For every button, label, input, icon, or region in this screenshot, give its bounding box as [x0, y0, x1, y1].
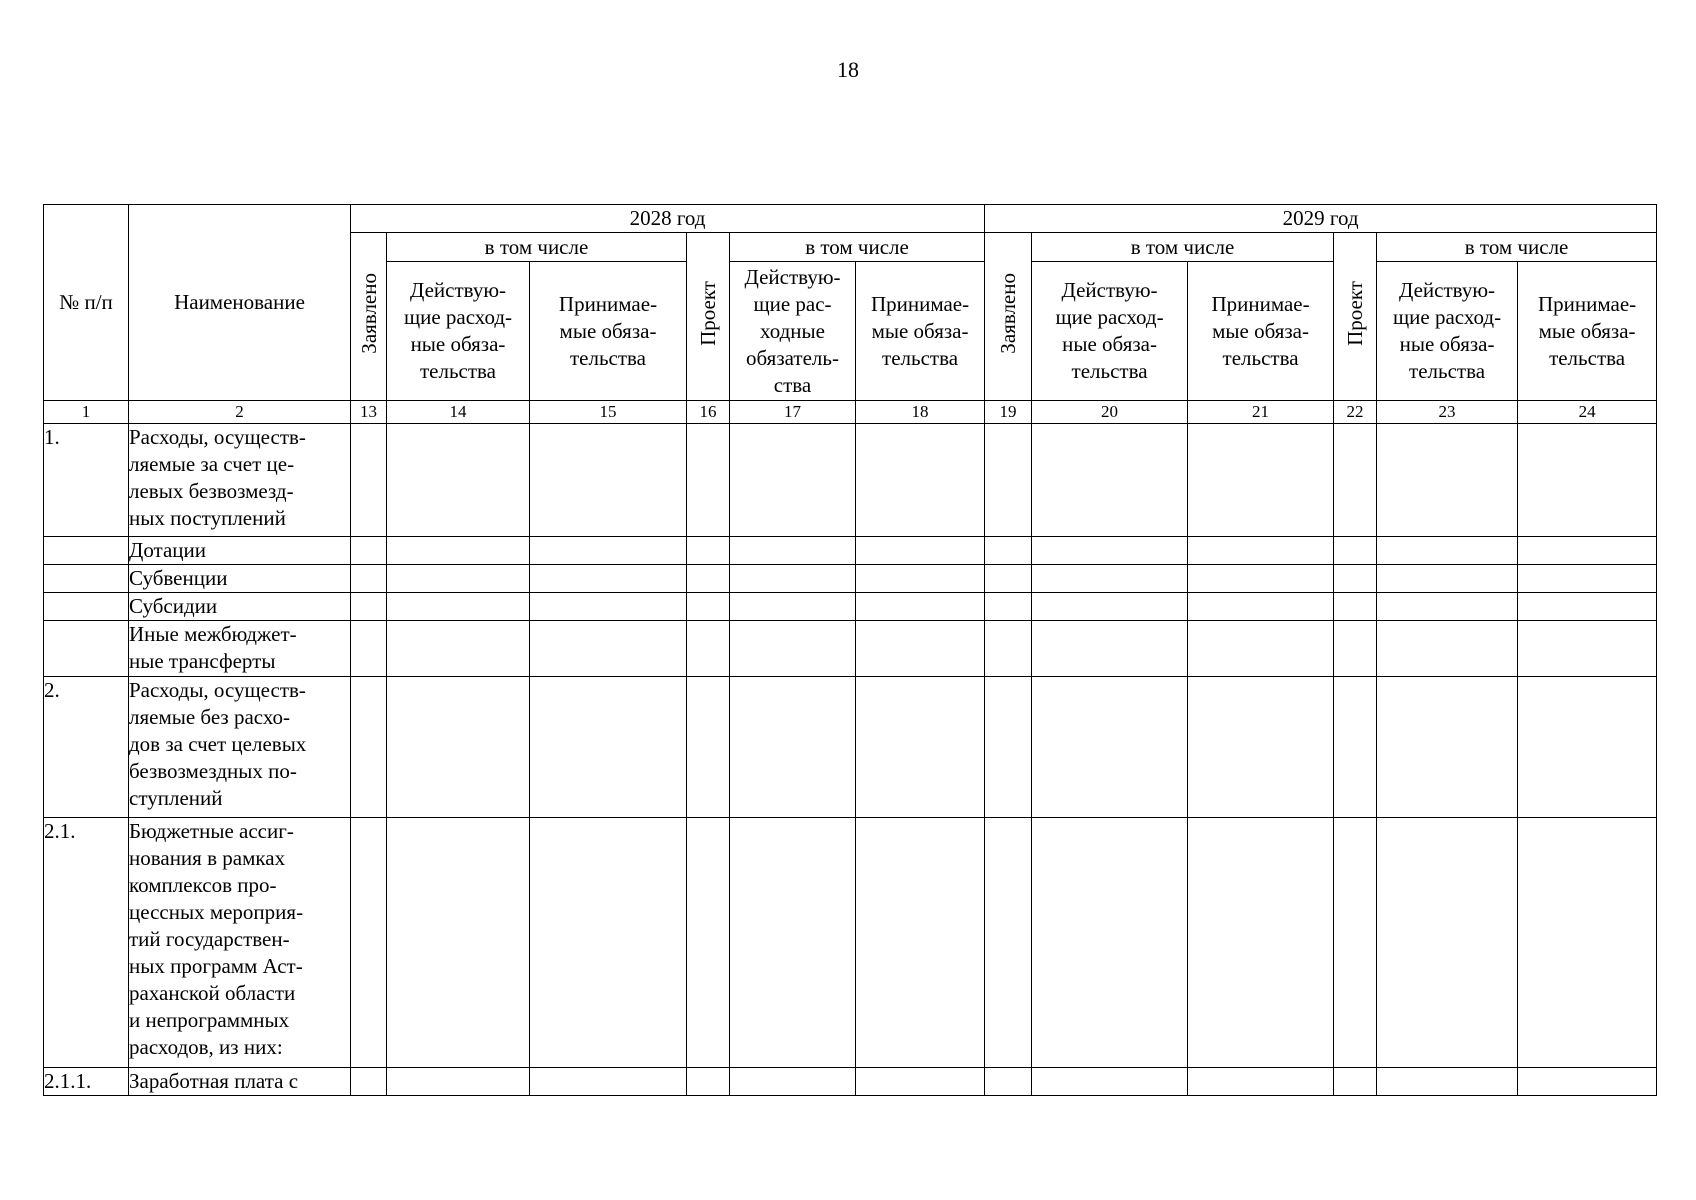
value-cell [856, 818, 985, 1068]
value-cell [1188, 1068, 1334, 1096]
value-cell [985, 593, 1032, 621]
table-row [44, 818, 1657, 1068]
header-col-name: Наименование [129, 205, 351, 401]
row-number: 2.1. [44, 818, 129, 1068]
value-cell [687, 1068, 730, 1096]
value-cell [1032, 593, 1188, 621]
value-cell [1032, 818, 1188, 1068]
header-incl-2028-a: в том числе [387, 233, 687, 262]
value-cell [1032, 677, 1188, 818]
header-project-2029: Проект [1334, 233, 1377, 401]
row-name: Субвенции [129, 565, 351, 593]
row-number: 2. [44, 677, 129, 818]
value-cell [856, 424, 985, 537]
value-cell [1518, 565, 1657, 593]
value-cell [351, 1068, 387, 1096]
header-accepted-2028-a: Принимае- мые обяза- тельства [530, 262, 687, 401]
column-number: 1 [44, 401, 129, 424]
value-cell [1518, 593, 1657, 621]
value-cell [730, 621, 856, 677]
column-number: 24 [1518, 401, 1657, 424]
row-number [44, 537, 129, 565]
value-cell [530, 1068, 687, 1096]
value-cell [387, 1068, 530, 1096]
page-number: 18 [837, 57, 859, 82]
value-cell [1377, 424, 1518, 537]
value-cell [1334, 424, 1377, 537]
value-cell [1188, 537, 1334, 565]
value-cell [351, 818, 387, 1068]
value-cell [985, 621, 1032, 677]
value-cell [1377, 1068, 1518, 1096]
value-cell [1334, 593, 1377, 621]
value-cell [730, 565, 856, 593]
value-cell [856, 593, 985, 621]
value-cell [730, 677, 856, 818]
value-cell [1518, 677, 1657, 818]
header-claimed-2029: Заявлено [985, 233, 1032, 401]
value-cell [1377, 677, 1518, 818]
row-name: Расходы, осуществ- ляемые за счет це- левых безвозмезд- ных поступлений [129, 424, 351, 537]
table-row [44, 677, 1657, 818]
value-cell [687, 818, 730, 1068]
value-cell [687, 621, 730, 677]
value-cell [1377, 818, 1518, 1068]
row-name: Субсидии [129, 593, 351, 621]
value-cell [985, 818, 1032, 1068]
value-cell [1032, 537, 1188, 565]
value-cell [1188, 593, 1334, 621]
value-cell [387, 565, 530, 593]
table-row [44, 1068, 1657, 1096]
value-cell [1032, 565, 1188, 593]
header-accepted-2029-a: Принимае- мые обяза- тельства [1188, 262, 1334, 401]
value-cell [1377, 621, 1518, 677]
value-cell [856, 537, 985, 565]
row-name: Иные межбюджет- ные трансферты [129, 621, 351, 677]
header-project-2028: Проект [687, 233, 730, 401]
column-number: 13 [351, 401, 387, 424]
value-cell [387, 593, 530, 621]
value-cell [1032, 621, 1188, 677]
header-incl-2028-b: в том числе [730, 233, 985, 262]
header-incl-2029-a: в том числе [1032, 233, 1334, 262]
value-cell [985, 1068, 1032, 1096]
value-cell [1334, 818, 1377, 1068]
value-cell [985, 565, 1032, 593]
row-name: Расходы, осуществ- ляемые без расхо- дов за счет целевых безвозмездных по- ступлений [129, 677, 351, 818]
value-cell [530, 424, 687, 537]
header-existing-2028-a: Действую- щие расход- ные обяза- тельства [387, 262, 530, 401]
value-cell [1334, 1068, 1377, 1096]
row-name: Дотации [129, 537, 351, 565]
value-cell [730, 1068, 856, 1096]
column-number: 22 [1334, 401, 1377, 424]
column-number: 21 [1188, 401, 1334, 424]
value-cell [387, 537, 530, 565]
column-number: 17 [730, 401, 856, 424]
value-cell [387, 677, 530, 818]
value-cell [1188, 565, 1334, 593]
header-year-2028: 2028 год [351, 205, 985, 233]
value-cell [530, 677, 687, 818]
value-cell [530, 818, 687, 1068]
value-cell [1518, 818, 1657, 1068]
value-cell [1188, 621, 1334, 677]
table-row [44, 565, 1657, 593]
value-cell [730, 593, 856, 621]
row-name: Заработная плата с [129, 1068, 351, 1096]
value-cell [687, 537, 730, 565]
value-cell [1377, 565, 1518, 593]
header-incl-2029-b: в том числе [1377, 233, 1657, 262]
row-number: 2.1.1. [44, 1068, 129, 1096]
column-number: 23 [1377, 401, 1518, 424]
value-cell [730, 537, 856, 565]
column-number: 2 [129, 401, 351, 424]
column-number: 19 [985, 401, 1032, 424]
value-cell [985, 537, 1032, 565]
table-row [44, 537, 1657, 565]
column-number-row [44, 401, 1657, 424]
value-cell [687, 565, 730, 593]
value-cell [985, 424, 1032, 537]
column-number: 18 [856, 401, 985, 424]
header-existing-2029-a: Действую- щие расход- ные обяза- тельства [1032, 262, 1188, 401]
value-cell [687, 677, 730, 818]
value-cell [1518, 537, 1657, 565]
header-year-2029: 2029 год [985, 205, 1657, 233]
value-cell [1518, 1068, 1657, 1096]
value-cell [687, 424, 730, 537]
header-col-no: № п/п [44, 205, 129, 401]
table-row [44, 621, 1657, 677]
value-cell [1334, 677, 1377, 818]
value-cell [856, 621, 985, 677]
value-cell [856, 677, 985, 818]
column-number: 14 [387, 401, 530, 424]
value-cell [351, 565, 387, 593]
value-cell [351, 621, 387, 677]
value-cell [1334, 565, 1377, 593]
value-cell [1188, 818, 1334, 1068]
value-cell [1334, 537, 1377, 565]
value-cell [856, 565, 985, 593]
value-cell [730, 424, 856, 537]
value-cell [1518, 424, 1657, 537]
row-number [44, 565, 129, 593]
header-accepted-2028-b: Принимае- мые обяза- тельства [856, 262, 985, 401]
value-cell [730, 818, 856, 1068]
value-cell [351, 424, 387, 537]
value-cell [387, 818, 530, 1068]
value-cell [687, 593, 730, 621]
value-cell [1518, 621, 1657, 677]
value-cell [856, 1068, 985, 1096]
header-existing-2028-b: Действую- щие рас- ходные обязатель- ства [730, 262, 856, 401]
header-accepted-2029-b: Принимае- мые обяза- тельства [1518, 262, 1657, 401]
value-cell [1032, 1068, 1188, 1096]
value-cell [1334, 621, 1377, 677]
value-cell [351, 593, 387, 621]
value-cell [1377, 537, 1518, 565]
value-cell [387, 424, 530, 537]
header-claimed-2028: Заявлено [351, 233, 387, 401]
value-cell [1188, 424, 1334, 537]
value-cell [1188, 677, 1334, 818]
value-cell [530, 593, 687, 621]
value-cell [530, 537, 687, 565]
column-number: 20 [1032, 401, 1188, 424]
row-number [44, 621, 129, 677]
table-row [44, 424, 1657, 537]
table-row [44, 593, 1657, 621]
budget-table [43, 204, 1657, 1096]
value-cell [985, 677, 1032, 818]
value-cell [1377, 593, 1518, 621]
value-cell [530, 565, 687, 593]
column-number: 15 [530, 401, 687, 424]
row-name: Бюджетные ассиг- нования в рамках комплексов про- цессных мероприя- тий государствен- ных программ Аст- раханской области и непрограммных расходов, из них: [129, 818, 351, 1068]
value-cell [351, 677, 387, 818]
header-existing-2029-b: Действую- щие расход- ные обяза- тельства [1377, 262, 1518, 401]
value-cell [1032, 424, 1188, 537]
value-cell [530, 621, 687, 677]
row-number [44, 593, 129, 621]
value-cell [387, 621, 530, 677]
row-number: 1. [44, 424, 129, 537]
column-number: 16 [687, 401, 730, 424]
value-cell [351, 537, 387, 565]
